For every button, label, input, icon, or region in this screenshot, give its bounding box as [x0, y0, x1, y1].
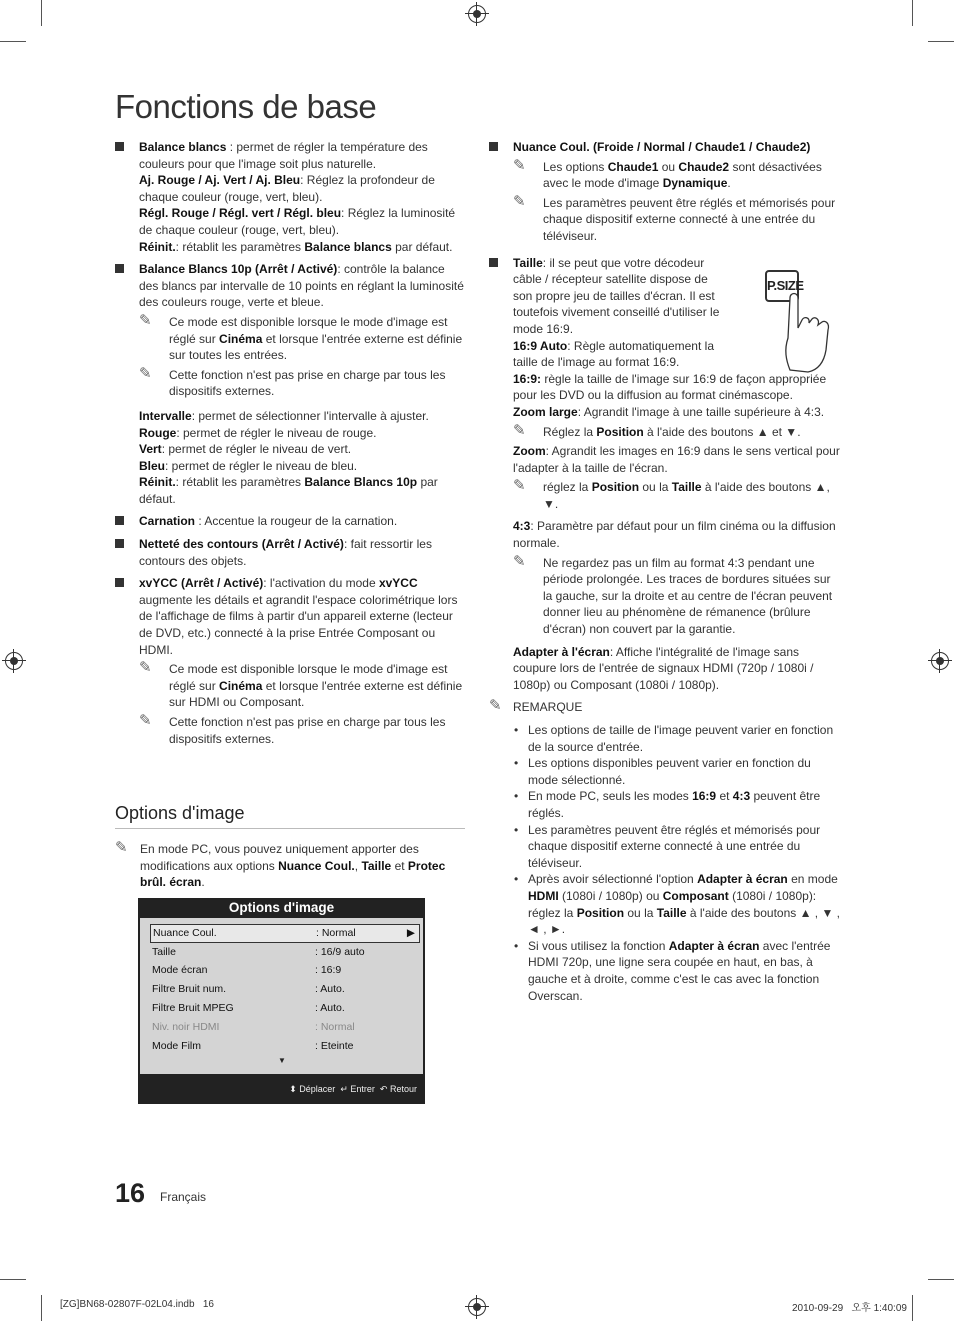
enter-icon: ↵ [340, 1084, 348, 1094]
note: ✎ Cette fonction n'est pas prise en charge par tous les dispositifs externes. [139, 364, 446, 399]
crop-mark [0, 1279, 26, 1280]
note: ✎ Réglez la Position à l'aide des boutons ▲ et ▼. [513, 421, 801, 439]
list-item: • Les options de taille de l'image peuvent varier en fonction de la source d'entrée. [514, 723, 834, 754]
menu-title: Options d'image [228, 900, 335, 915]
square-bullet-icon [115, 578, 124, 587]
registration-mark-icon [931, 652, 949, 670]
scroll-down-icon[interactable]: ▼ [278, 1056, 286, 1065]
note: ✎ Ne regardez pas un film au format 4:3 pendant une période prolongée. Les traces de bordures situées sur la gauche, sur la droite et au centre de l'écran peuvent donner lieu au phénomène de rémanence (brûlure d'écran) non couvert par la garantie. [513, 552, 833, 637]
menu-row-mode-film[interactable]: Mode Film : Eteinte [152, 1040, 354, 1052]
square-bullet-icon [115, 142, 124, 151]
pencil-note-icon: ✎ [513, 421, 526, 439]
carnation-item: Carnation : Accentue la rougeur de la carnation. [115, 513, 467, 530]
footer-date: 2010-09-29 오후 1:40:09 [792, 1303, 907, 1314]
crop-mark [0, 41, 26, 42]
note: ✎ Cette fonction n'est pas prise en charge par tous les dispositifs externes. [139, 712, 446, 746]
note: ✎ Ce mode est disponible lorsque le mode d'image est réglé sur Cinéma et lorsque l'entrée externe est définie sur HDMI ou Composant. [139, 659, 463, 710]
pc-note: ✎ En mode PC, vous pouvez uniquement apporter des modifications aux options Nuance Coul., Taille et Protec brûl. écran. [115, 839, 446, 890]
pencil-note-icon: ✎ [513, 552, 526, 570]
xvycc-item: xvYCC (Arrêt / Activé): l'activation du mode xvYCC augmente les détails et agrandit l'espace colorimétrique lors de l'affichage de films à partir d'un appareil externe (lecteur de DVD, etc.) connecté à la prise Entrée Composant ou HDMI. ✎ Ce mode est disponible lorsque le mode d'image est réglé sur Cinéma et lorsque l'entrée externe est définie sur HDMI ou Composant. ✎ Cette fonction n'est pas prise en charge par tous les dispositifs externes. [115, 575, 467, 747]
pencil-note-icon: ✎ [513, 192, 526, 210]
crop-mark [41, 1295, 42, 1321]
pencil-note-icon: ✎ [513, 156, 526, 174]
menu-row-filtre-num[interactable]: Filtre Bruit num. : Auto. [152, 983, 345, 995]
square-bullet-icon [115, 264, 124, 273]
registration-mark-icon [5, 652, 23, 670]
crop-mark [41, 0, 42, 26]
return-icon: ↶ [379, 1084, 388, 1094]
balance-blancs-10p-item: Balance Blancs 10p (Arrêt / Activé): contrôle la balance des blancs par intervalle de 10 points en réglant la luminosité des couleurs rouge, verte et bleue. ✎ Ce mode est disponible lorsque le mode d'image est réglé sur Cinéma et lorsque l'entrée externe est définie sur toutes les entrées. ✎ Cette fonction n'est pas prise en charge par tous les dispositifs externes. Intervalle: permet de sélectionner l'intervalle à ajuster. Rouge: permet de régler le niveau de rouge. Vert: permet de régler le niveau de vert. Bleu: permet de régler le niveau de bleu. Réinit.: rétablit les paramètres Balance Blancs 10p par défaut. [115, 261, 467, 507]
picture-options-menu [138, 898, 425, 1104]
section-title: Options d'image [115, 803, 465, 829]
list-item: • En mode PC, seuls les modes 16:9 et 4:3 peuvent être réglés. [514, 789, 821, 820]
list-item: • Si vous utilisez la fonction Adapter à écran avec l'entrée HDMI 720p, une ligne sera coupée en haut, en bas, à gauche et à droite, comme c'est le cas avec la fonction Overscan. [514, 938, 831, 1003]
list-item: • Après avoir sélectionné l'option Adapter à écran en mode HDMI (1080i / 1080p) ou Composant (1080i / 1080p): réglez la Position ou la Taille à l'aide des boutons ▲ , ▼ , ◄ , ►. [514, 872, 841, 937]
page-language: Français [160, 1190, 207, 1204]
crop-mark [912, 1295, 913, 1321]
pencil-note-icon: ✎ [115, 839, 128, 856]
pencil-note-icon: ✎ [139, 311, 152, 329]
square-bullet-icon [115, 539, 124, 548]
hand-pressing-icon [780, 290, 840, 375]
registration-mark-icon [468, 5, 486, 23]
menu-row-nuance[interactable]: Nuance Coul. : Normal ▶ [150, 924, 420, 943]
remarque-heading: ✎ REMARQUE [489, 697, 583, 715]
note: ✎ réglez la Position ou la Taille à l'aide des boutons ▲, ▼. [513, 477, 830, 511]
square-bullet-icon [489, 142, 498, 151]
footer-file: [ZG]BN68-02807F-02L04.indb 16 [60, 1299, 214, 1310]
pencil-note-icon: ✎ [139, 659, 152, 677]
registration-mark-icon [468, 1298, 486, 1316]
crop-mark [912, 0, 913, 26]
page-number: 16 [115, 1178, 146, 1208]
list-item: • Les paramètres peuvent être réglés et mémorisés pour chaque dispositif externe connecté à une entrée du téléviseur. [514, 822, 821, 870]
list-item: • Les options disponibles peuvent varier en fonction du mode sélectionné. [514, 756, 811, 787]
menu-body [140, 918, 423, 1074]
enter-label: Entrer [350, 1084, 375, 1094]
taille-item: Taille: il se peut que votre décodeur câble / récepteur satellite dispose de son propre jeu de tailles d'écran. Il est toutefois vivement conseillé d'utiliser le mode 16:9. 16:9 Auto: Règle automatiquement la taille de l'image au format 16:9. 16:9: règle la taille de l'image sur 16:9 de façon appropriée pour les DVD ou la diffusion au format cinémascope. Zoom large: Agrandit l'image à une taille supérieure à 4:3. ✎ Réglez la Position à l'aide des boutons ▲ et ▼. Zoom: Agrandit les images en 16:9 dans le sens vertical pour l'adapter à la taille de l'écran. ✎ réglez la Position ou la Taille à l'aide des boutons ▲, ▼. 4:3: Paramètre par défaut pour un film cinéma ou la diffusion normale. ✎ Ne regardez pas un film au format 4:3 pendant une période prolongée. Les traces de bordures situées sur la gauche, sur la droite et au centre de l'écran peuvent donner lieu au phénomène de rémanence (brûlure d'écran) non couvert par la garantie. Adapter à l'écran: Affiche l'intégralité de l'image sans coupure lors de l'entrée de signaux HDMI (720p / 1080i / 1080p) ou Composant (1080i / 1080p). [489, 255, 841, 694]
arrow-right-icon: ▶ [406, 927, 415, 939]
left-column [115, 139, 467, 753]
note: ✎ Les options Chaude1 ou Chaude2 sont désactivées avec le mode d'image Dynamique. [513, 156, 822, 191]
square-bullet-icon [489, 258, 498, 267]
return-label: Retour [389, 1084, 417, 1094]
pencil-note-icon: ✎ [513, 477, 526, 495]
pencil-note-icon: ✎ [139, 712, 152, 729]
balance-blancs-item: Balance blancs : permet de régler la température des couleurs pour que l'image soit plus naturelle. Aj. Rouge / Aj. Vert / Aj. Bleu: Réglez la profondeur de chaque couleur (rouge, vert, bleu). Régl. Rouge / Régl. vert / Régl. bleu: Réglez la luminosité de chaque couleur (rouge, vert, bleu). Réinit.: rétablit les paramètres Balance blancs par défaut. [115, 139, 467, 255]
menu-row-mode-ecran[interactable]: Mode écran : 16:9 [152, 964, 342, 976]
nuance-coul-item: Nuance Coul. (Froide / Normal / Chaude1 / Chaude2) ✎ Les options Chaude1 ou Chaude2 sont désactivées avec le mode d'image Dynamique. ✎ Les paramètres peuvent être réglés et mémorisés pour chaque dispositif externe connecté à une entrée du téléviseur. [489, 139, 841, 245]
note: ✎ Les paramètres peuvent être réglés et mémorisés pour chaque dispositif externe connecté à une entrée du téléviseur. [513, 192, 836, 243]
nettete-item: Netteté des contours (Arrêt / Activé): fait ressortir les contours des objets. [115, 536, 467, 569]
move-icon: ⬍ [289, 1084, 297, 1094]
square-bullet-icon [115, 516, 124, 525]
crop-mark [928, 41, 954, 42]
crop-mark [928, 1279, 954, 1280]
move-label: Déplacer [299, 1084, 336, 1094]
psize-button-icon: P.SIZE [765, 270, 799, 302]
menu-row-filtre-mpeg[interactable]: Filtre Bruit MPEG : Auto. [152, 1002, 345, 1014]
page-title: Fonctions de base [115, 88, 377, 125]
remarque-list [489, 722, 841, 1004]
menu-footer [138, 1076, 425, 1104]
pencil-note-icon: ✎ [489, 697, 502, 715]
pencil-note-icon: ✎ [139, 364, 152, 382]
menu-row-niv-noir: Niv. noir HDMI : Normal [152, 1021, 355, 1033]
menu-row-taille[interactable]: Taille : 16/9 auto [152, 946, 365, 958]
right-column [489, 139, 841, 1004]
note: ✎ Ce mode est disponible lorsque le mode d'image est réglé sur Cinéma et lorsque l'entrée externe est définie sur toutes les entrées. [139, 311, 463, 363]
